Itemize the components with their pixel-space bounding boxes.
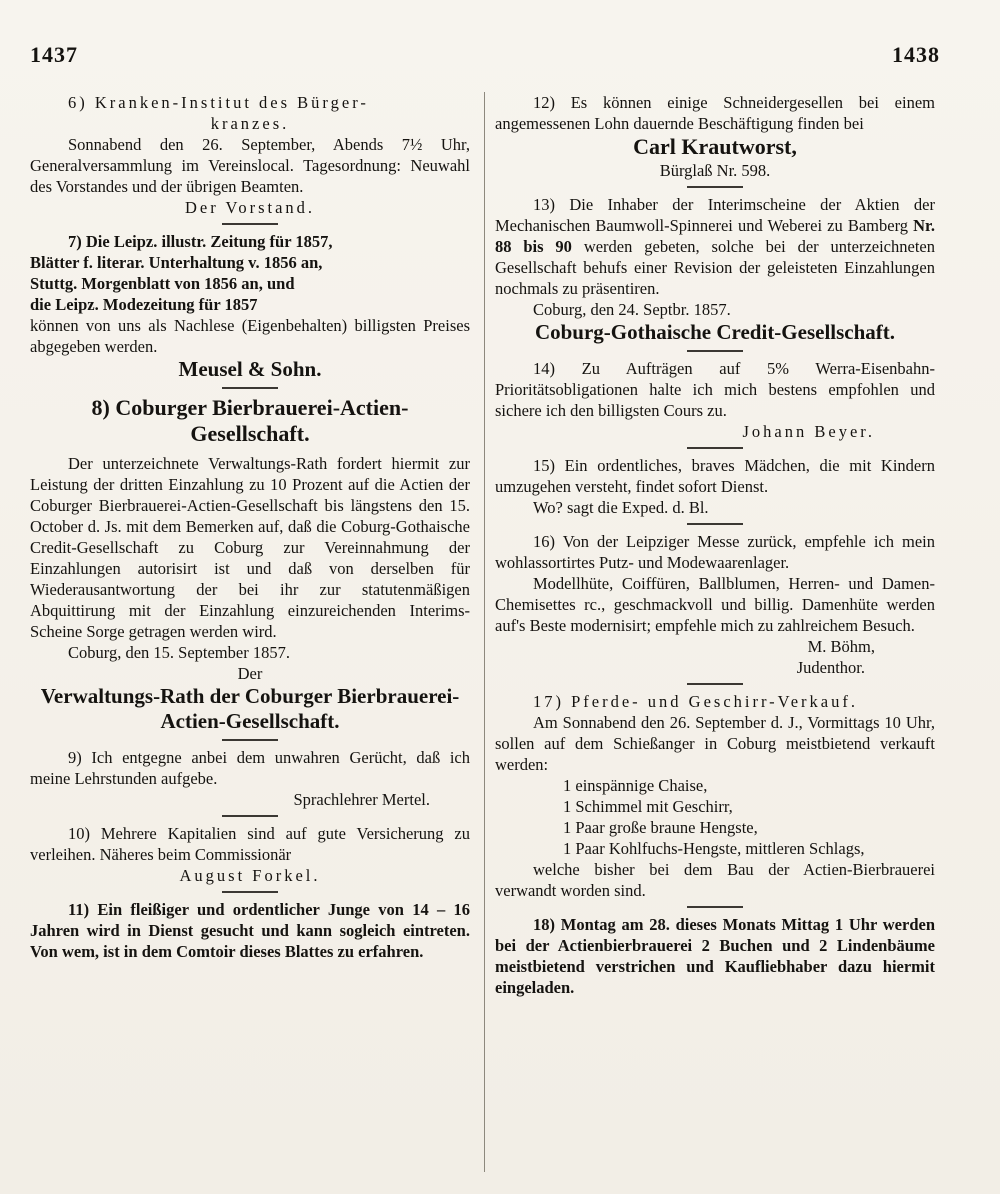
separator-rule xyxy=(222,739,278,741)
ad-7-line-4: die Leipz. Modezeitung für 1857 xyxy=(30,295,258,314)
ad-8-signature: Verwaltungs-Rath der Coburger Bierbrauerei-Actien-Gesellschaft. xyxy=(40,684,460,733)
ad-17-heading: 17) Pferde- und Geschirr-Verkauf. xyxy=(533,692,858,711)
ad-11 xyxy=(30,899,470,962)
separator-rule xyxy=(222,891,278,893)
ad-15 xyxy=(495,455,935,518)
ad-17-item: 1 einspännige Chaise, xyxy=(563,776,708,795)
ad-17 xyxy=(495,691,935,901)
separator-rule xyxy=(687,447,743,449)
ad-12-body: 12) Es können einige Schneidergesellen bei einem angemessenen Lohn dauernde Beschäftigung finden bei xyxy=(495,93,935,133)
separator-rule xyxy=(687,186,743,188)
ad-16-body-2: Modellhüte, Coiffüren, Ballblumen, Herren- und Damen-Chemisettes rc., geschmackvoll und billig. Damenhüte werden auf's Beste modernisirt; empfehle mich zu zahlreichem Besuch. xyxy=(495,574,935,635)
ad-18 xyxy=(495,914,935,998)
ad-18-body: 18) Montag am 28. dieses Monats Mittag 1 Uhr werden bei der Actienbierbrauerei 2 Buchen und 2 Lindenbäume meistbietend verstrichen und Kaufliebhaber dazu hiermit eingeladen. xyxy=(495,915,935,997)
page-number-left: 1437 xyxy=(30,42,78,67)
ad-10-signature: August Forkel. xyxy=(179,866,321,885)
ad-12-name: Carl Krautworst, xyxy=(633,134,797,159)
ad-13-body xyxy=(495,194,935,299)
separator-rule xyxy=(687,523,743,525)
ad-7-line-2: Blätter f. literar. Unterhaltung v. 1856 an, xyxy=(30,253,323,272)
ad-13 xyxy=(495,194,935,345)
ad-17-body: Am Sonnabend den 26. September d. J., Vormittags 10 Uhr, sollen auf dem Schießanger in Coburg meistbietend verkauft werden: xyxy=(495,713,935,774)
ad-12 xyxy=(495,92,935,181)
ad-9 xyxy=(30,747,470,810)
ad-17-tail: welche bisher bei dem Bau der Actien-Bierbrauerei verwandt worden sind. xyxy=(495,860,935,900)
separator-rule xyxy=(222,815,278,817)
right-column xyxy=(495,92,935,1000)
ad-15-signature: Wo? sagt die Exped. d. Bl. xyxy=(533,498,709,517)
ad-9-body: 9) Ich entgegne anbei dem unwahren Gerücht, daß ich meine Lehrstunden aufgebe. xyxy=(30,748,470,788)
ad-13-signature: Coburg-Gothaische Credit-Gesellschaft. xyxy=(534,320,896,344)
ad-15-body: 15) Ein ordentliches, braves Mädchen, die mit Kindern umzugehen versteht, findet sofort Dienst. xyxy=(495,456,935,496)
ad-8-der: Der xyxy=(237,664,263,683)
ad-7-line-1: 7) Die Leipz. illustr. Zeitung für 1857, xyxy=(68,232,333,251)
ad-17-item: 1 Paar Kohlfuchs-Hengste, mittleren Schlags, xyxy=(563,839,865,858)
column-divider xyxy=(484,92,485,1172)
ad-8 xyxy=(30,395,470,734)
ad-16-location: Judenthor. xyxy=(796,658,865,677)
ad-7-line-3: Stuttg. Morgenblatt von 1856 an, und xyxy=(30,274,295,293)
ad-13-body-1: 13) Die Inhaber der Interimscheine der Aktien der Mechanischen Baumwoll-Spinnerei und Weberei zu Bamberg xyxy=(495,195,935,235)
left-column xyxy=(30,92,470,964)
separator-rule xyxy=(222,387,278,389)
ad-17-item: 1 Paar große braune Hengste, xyxy=(563,818,758,837)
ad-7-body: können von uns als Nachlese (Eigenbehalten) billigsten Preises abgegeben werden. xyxy=(30,316,470,356)
ad-6-signature: Der Vorstand. xyxy=(184,198,316,217)
separator-rule xyxy=(687,350,743,352)
separator-rule xyxy=(687,906,743,908)
ad-12-address: Bürglaß Nr. 598. xyxy=(659,161,771,180)
ad-6-title-cont: kranzes. xyxy=(210,114,290,133)
ad-14-body: 14) Zu Aufträgen auf 5% Werra-Eisenbahn-Prioritätsobligationen halte ich mich bestens empfohlen und sichere ich den billigsten Cours zu. xyxy=(495,359,935,420)
ad-7 xyxy=(30,231,470,382)
ad-8-heading-1: 8) Coburger Bierbrauerei-Actien- xyxy=(91,395,409,420)
ad-16-body-1: 16) Von der Leipziger Messe zurück, empfehle ich mein wohlassortirtes Putz- und Modewaarenlager. xyxy=(495,532,935,572)
separator-rule xyxy=(222,223,278,225)
ad-11-body: 11) Ein fleißiger und ordentlicher Junge von 14 – 16 Jahren wird in Dienst gesucht und kann sogleich eintreten. Von wem, ist in dem Comtoir dieses Blattes zu erfahren. xyxy=(30,900,470,961)
ad-9-signature: Sprachlehrer Mertel. xyxy=(293,790,430,809)
ad-7-signature: Meusel & Sohn. xyxy=(178,357,322,381)
ad-13-date: Coburg, den 24. Septbr. 1857. xyxy=(533,300,731,319)
ad-13-body-2: werden gebeten, solche bei der unterzeichneten Gesellschaft behufs einer Revision der geleisteten Einzahlungen nochmals zu präsentiren. xyxy=(495,237,935,298)
ad-8-body: Der unterzeichnete Verwaltungs-Rath fordert hiermit zur Leistung der dritten Einzahlung zu 10 Prozent auf die Actien der Coburger Bierbrauerei-Actien-Gesellschaft bis längstens den 15. October d. Js. mit dem Bemerken auf, daß die Coburg-Gothaische Credit-Gesellschaft zu Coburg zur Vereinnahmung der Einzahlungen autorisirt ist und daß von derselben für Wiederausantwortung der bei ihr zur statutenmäßigen Abquittirung mit der Einzahlung einzureichenden Interims-Scheine Sorge getragen werden wird. xyxy=(30,454,470,641)
ad-6-title: 6) Kranken-Institut des Bürger- xyxy=(68,93,369,112)
ad-8-date: Coburg, den 15. September 1857. xyxy=(68,643,290,662)
separator-rule xyxy=(687,683,743,685)
ad-16-signature: M. Böhm, xyxy=(807,637,875,656)
ad-14-signature: Johann Beyer. xyxy=(742,422,875,441)
ad-8-heading-2: Gesellschaft. xyxy=(190,421,310,446)
ad-6-body: Sonnabend den 26. September, Abends 7½ Uhr, Generalversammlung im Vereinslocal. Tagesordnung: Neuwahl des Vorstandes und der übrigen Beamten. xyxy=(30,135,470,196)
ad-10-body: 10) Mehrere Kapitalien sind auf gute Versicherung zu verleihen. Näheres beim Commissionär xyxy=(30,824,470,864)
ad-6 xyxy=(30,92,470,218)
ad-14 xyxy=(495,358,935,442)
ad-16 xyxy=(495,531,935,678)
ad-13-number-range: Nr. 88 bis 90 xyxy=(495,216,935,256)
ad-17-item: 1 Schimmel mit Geschirr, xyxy=(563,797,733,816)
page-number-right: 1438 xyxy=(892,42,940,67)
ad-10 xyxy=(30,823,470,886)
